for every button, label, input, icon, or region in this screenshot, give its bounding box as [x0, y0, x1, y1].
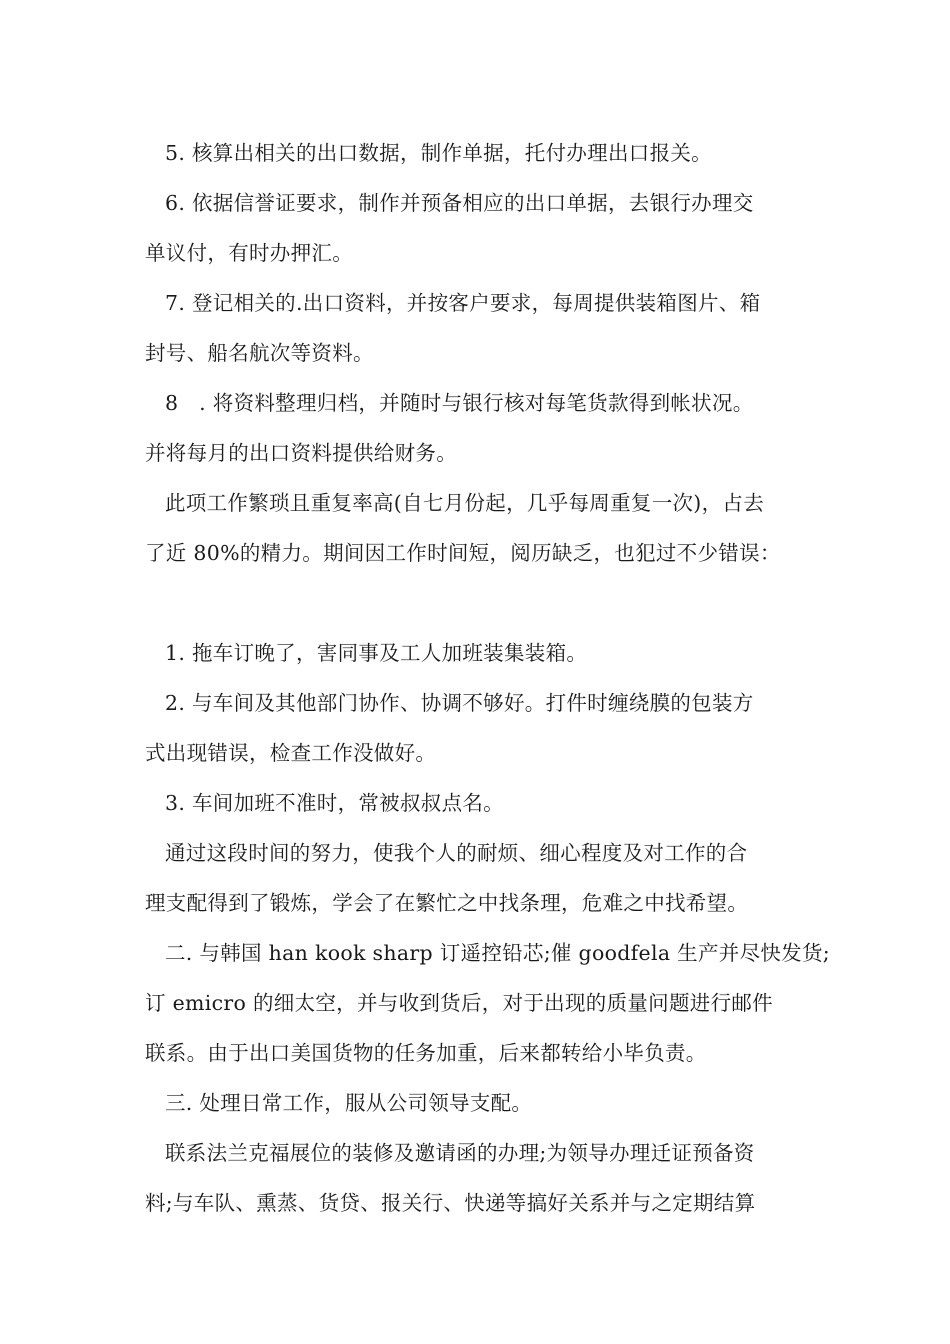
paragraph-item-7-line-2: 封号、船名航次等资料。: [145, 341, 374, 365]
error-item-3: 3. 车间加班不准时，常被叔叔点名。: [165, 791, 504, 815]
section-three-line-2: 料;与车队、熏蒸、货贷、报关行、快递等搞好关系并与之定期结算: [145, 1191, 756, 1215]
paragraph-spacer: [145, 578, 825, 628]
section-two-line-3: 联系。由于出口美国货物的任务加重，后来都转给小毕负责。: [145, 1041, 707, 1065]
paragraph-summary-line-2: 了近 80%的精力。期间因工作时间短，阅历缺乏，也犯过不少错误：: [145, 541, 781, 565]
error-item-1: 1. 拖车订晚了，害同事及工人加班装集装箱。: [165, 641, 588, 665]
paragraph-item-5: 5. 核算出相关的出口数据，制作单据，托付办理出口报关。: [165, 141, 712, 165]
paragraph-summary-line-1: 此项工作繁琐且重复率高(自七月份起，几乎每周重复一次)，占去: [165, 491, 764, 515]
paragraph-item-8-line-2: 并将每月的出口资料提供给财务。: [145, 441, 457, 465]
document-body: [145, 128, 830, 1228]
paragraph-reflection-line-1: 通过这段时间的努力，使我个人的耐烦、细心程度及对工作的合: [165, 841, 748, 865]
paragraph-item-6-line-2: 单议付，有时办押汇。: [145, 241, 353, 265]
section-three-heading: 三. 处理日常工作，服从公司领导支配。: [165, 1091, 533, 1115]
paragraph-reflection-line-2: 理支配得到了锻炼，学会了在繁忙之中找条理，危难之中找希望。: [145, 891, 749, 915]
paragraph-item-8-line-1: 8 . 将资料整理归档，并随时与银行核对每笔货款得到帐状况。: [165, 391, 754, 415]
section-two-line-2: 订 emicro 的细太空，并与收到货后，对于出现的质量问题进行邮件: [145, 991, 773, 1015]
error-item-2-line-2: 式出现错误，检查工作没做好。: [145, 741, 437, 765]
section-three-line-1: 联系法兰克福展位的装修及邀请函的办理;为领导办理迁证预备资: [165, 1141, 755, 1165]
section-two-line-1: 二. 与韩国 han kook sharp 订遥控铅芯;催 goodfela 生产并尽快发货;: [165, 941, 830, 965]
paragraph-item-6-line-1: 6. 依据信誉证要求，制作并预备相应的出口单据，去银行办理交: [165, 191, 754, 215]
error-item-2-line-1: 2. 与车间及其他部门协作、协调不够好。打件时缠绕膜的包装方: [165, 691, 754, 715]
paragraph-item-7-line-1: 7. 登记相关的.出口资料，并按客户要求，每周提供装箱图片、箱: [165, 291, 761, 315]
